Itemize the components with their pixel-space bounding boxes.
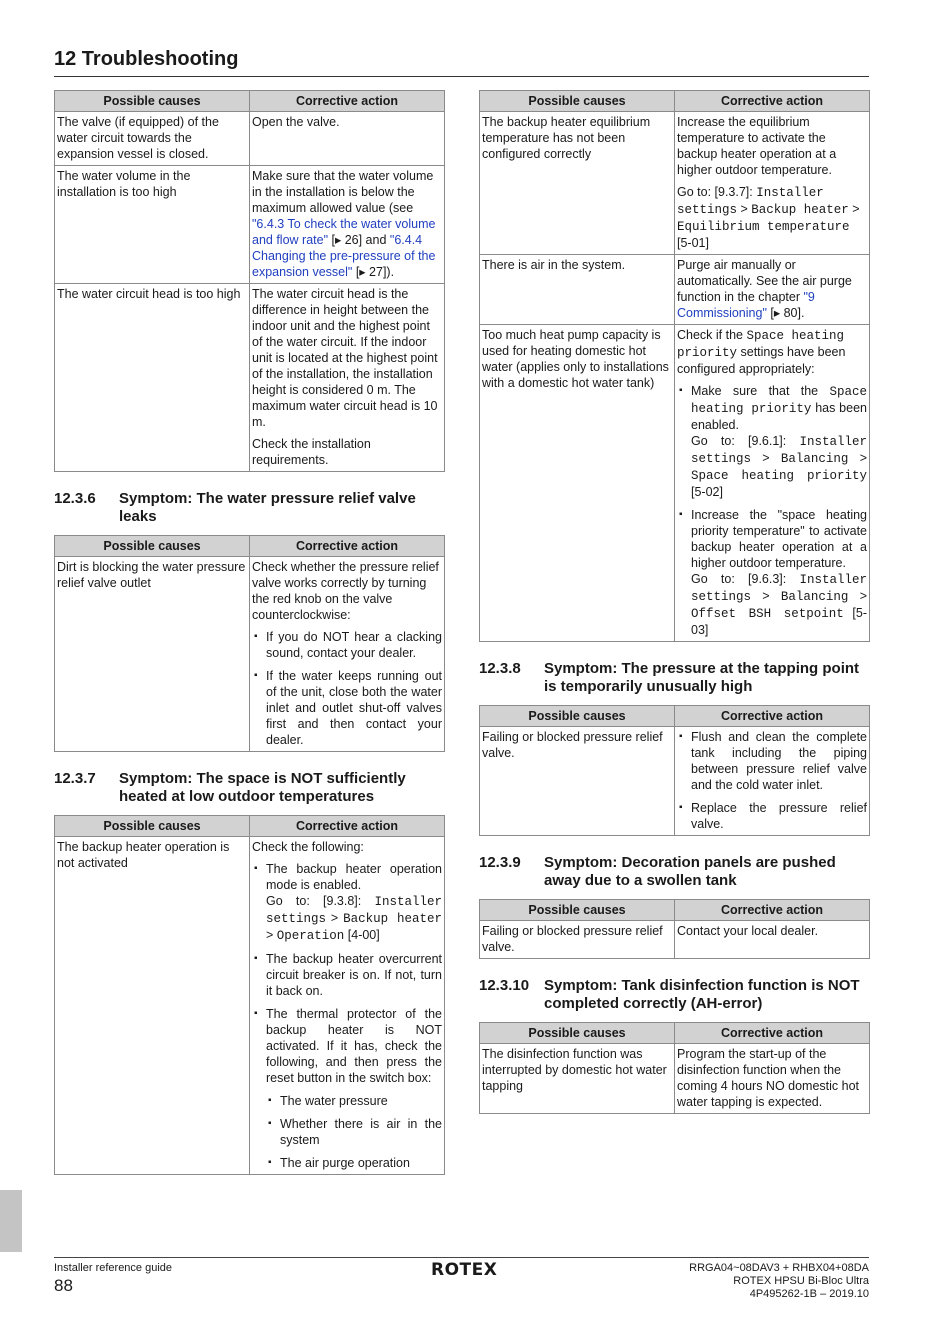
action-paragraph: Check the installation requirements. — [252, 437, 371, 467]
action-cell — [250, 166, 445, 284]
footer-model: RRGA04~08DAV3 + RHBX04+08DA — [689, 1262, 869, 1274]
field-code: [5-02] — [691, 485, 723, 499]
cross-reference-link[interactable]: "6.4.4 Changing the pre-pressure of the expansion vessel" — [252, 233, 436, 279]
action-text: Purge air manually or automatically. See the air purge function in the chapter — [677, 258, 852, 304]
list-item: ▪ If you do NOT hear a clacking sound, contact your dealer. — [252, 629, 442, 661]
action-paragraph: Increase the equilibrium temperature to activate the backup heater operation at a higher outdoor temperature. — [677, 115, 837, 177]
list-item — [252, 861, 442, 944]
right-column — [479, 90, 869, 1114]
header-possible-causes: Possible causes — [480, 900, 675, 921]
action-text: Check if the — [677, 328, 747, 342]
menu-separator: > — [737, 202, 752, 216]
action-list — [677, 383, 867, 638]
header-corrective-action: Corrective action — [250, 536, 445, 557]
action-cell — [675, 727, 870, 836]
section-number: 12.3.8 — [479, 660, 521, 677]
list-item — [252, 1006, 442, 1171]
goto-text: Go to: [9.6.1]: — [691, 434, 800, 448]
list-item-text: Make sure that the — [691, 384, 830, 398]
page-reference: [▸ 27]). — [352, 265, 395, 279]
footer-divider — [54, 1257, 869, 1258]
section-title: Symptom: Tank disinfection function is NOT completed correctly (AH-error) — [544, 977, 860, 1012]
cause-cell: Dirt is blocking the water pressure relief valve outlet — [55, 557, 250, 752]
list-item — [677, 383, 867, 500]
menu-separator: > — [326, 911, 344, 925]
menu-separator: > — [848, 589, 867, 603]
action-paragraph — [677, 327, 867, 377]
list-item: ▪ The air purge operation — [266, 1155, 442, 1171]
cross-reference-link[interactable]: "9 Commissioning" — [677, 290, 815, 320]
header-corrective-action: Corrective action — [675, 706, 870, 727]
table-row — [480, 727, 870, 836]
goto-text: Go to: [9.6.3]: — [691, 572, 800, 586]
list-item-text: has been enabled. — [691, 401, 867, 432]
field-code: [4-00] — [344, 928, 380, 942]
table-row — [480, 112, 870, 255]
table-row — [480, 325, 870, 642]
action-paragraph: Check whether the pressure relief valve works correctly by turning the red knob on the valve counterclockwise: — [252, 560, 439, 622]
section-number: 12.3.10 — [479, 977, 530, 994]
troubleshooting-table-tapping-pressure — [479, 705, 870, 836]
goto-text: Go to: [9.3.8]: — [266, 894, 375, 908]
list-item: ▪ The backup heater overcurrent circuit breaker is on. If not, turn it back on. — [252, 951, 442, 999]
table-row — [55, 557, 445, 752]
troubleshooting-table-space-heating — [54, 815, 445, 1175]
list-item-text: The thermal protector of the backup heater is NOT activated. If it has, check the following, and then press the reset button in the switch box: — [266, 1007, 442, 1085]
table-row — [55, 166, 445, 284]
menu-path: Installer settings — [691, 435, 867, 466]
action-text: settings have been configured appropriately: — [677, 345, 846, 376]
menu-path: Operation — [276, 929, 345, 943]
cause-cell: The water volume in the installation is too high — [55, 166, 250, 284]
cause-cell: Failing or blocked pressure relief valve. — [480, 921, 675, 959]
action-cell: Program the start-up of the disinfection function when the coming 4 hours NO domestic hot water tapping is expected. — [675, 1044, 870, 1114]
footer-model-info — [689, 1262, 869, 1301]
menu-path: Backup heater — [343, 912, 442, 926]
menu-separator: > — [848, 202, 860, 216]
section-title: Symptom: Decoration panels are pushed away due to a swollen tank — [544, 854, 836, 889]
action-cell — [675, 112, 870, 255]
table-row — [55, 112, 445, 166]
action-list — [252, 629, 442, 748]
table-row — [55, 284, 445, 472]
action-paragraph: Check the following: — [252, 840, 364, 854]
troubleshooting-table-decoration-panels — [479, 899, 870, 959]
footer-doc-code: 4P495262-1B – 2019.10 — [749, 1288, 869, 1300]
cause-cell: There is air in the system. — [480, 255, 675, 325]
troubleshooting-table-water-pressure — [54, 90, 445, 472]
cross-reference-link[interactable]: "6.4.3 To check the water volume and flow rate" — [252, 217, 436, 247]
menu-path: Balancing — [780, 590, 849, 604]
action-cell — [250, 557, 445, 752]
menu-path: Backup heater — [751, 203, 849, 217]
footer-doc-type: Installer reference guide — [54, 1262, 173, 1274]
cause-cell: The disinfection function was interrupted by domestic hot water tapping — [480, 1044, 675, 1114]
goto-text: Go to: [9.3.7]: — [677, 185, 757, 199]
page-title: 12 Troubleshooting — [54, 48, 239, 70]
title-divider — [54, 76, 869, 77]
action-list — [252, 861, 442, 1171]
table-row — [480, 921, 870, 959]
field-code: [5-03] — [691, 606, 867, 637]
section-number: 12.3.9 — [479, 854, 521, 871]
section-title: Symptom: The space is NOT sufficiently heated at low outdoor temperatures — [119, 770, 406, 805]
footer-product: ROTEX HPSU Bi-Bloc Ultra — [733, 1275, 869, 1287]
list-item: ▪ Replace the pressure relief valve. — [677, 800, 867, 832]
menu-path: Installer settings — [677, 186, 824, 217]
page-reference: [▸ 80]. — [766, 306, 805, 320]
cause-cell: The backup heater equilibrium temperature has not been configured correctly — [480, 112, 675, 255]
list-item: ▪ The water pressure — [266, 1093, 442, 1109]
brand-logo: ROTEX — [431, 1260, 498, 1280]
header-corrective-action: Corrective action — [250, 816, 445, 837]
troubleshooting-table-relief-valve — [54, 535, 445, 752]
section-heading-12-3-9 — [479, 854, 869, 890]
header-corrective-action: Corrective action — [675, 91, 870, 112]
cause-cell: The water circuit head is too high — [55, 284, 250, 472]
cause-cell: Failing or blocked pressure relief valve. — [480, 727, 675, 836]
list-item-text: Increase the "space heating priority temperature" to activate backup heater operation at a higher outdoor temperature. — [691, 508, 867, 570]
menu-path: Equilibrium temperature — [677, 220, 850, 234]
menu-path: Installer settings — [691, 573, 867, 604]
header-possible-causes: Possible causes — [55, 536, 250, 557]
troubleshooting-table-space-heating-continued — [479, 90, 870, 642]
action-cell — [675, 325, 870, 642]
cause-cell: Too much heat pump capacity is used for heating domestic hot water (applies only to installations with a domestic hot water tank) — [480, 325, 675, 642]
section-title: Symptom: The water pressure relief valve leaks — [119, 490, 416, 525]
cause-cell: The backup heater operation is not activated — [55, 837, 250, 1175]
section-heading-12-3-7 — [54, 770, 444, 806]
menu-path: Space heating priority — [691, 469, 867, 483]
troubleshooting-table-disinfection — [479, 1022, 870, 1114]
action-paragraph — [677, 184, 867, 251]
list-item — [677, 507, 867, 638]
menu-path: Offset BSH setpoint — [691, 607, 844, 621]
table-row — [480, 255, 870, 325]
menu-path: Installer settings — [266, 895, 442, 926]
header-possible-causes: Possible causes — [480, 1023, 675, 1044]
table-row — [55, 837, 445, 1175]
list-item: ▪ Flush and clean the complete tank including the piping between pressure relief valve and the cold water inlet. — [677, 729, 867, 793]
section-heading-12-3-6 — [54, 490, 444, 526]
sub-list — [266, 1093, 442, 1171]
table-row — [480, 1044, 870, 1114]
left-column — [54, 90, 444, 1175]
list-item-text: The backup heater operation mode is enabled. — [266, 862, 442, 892]
section-heading-12-3-10 — [479, 977, 869, 1013]
menu-path: Space heating priority — [691, 385, 867, 416]
menu-path: Balancing — [780, 452, 849, 466]
list-item: ▪ Whether there is air in the system — [266, 1116, 442, 1148]
header-possible-causes: Possible causes — [55, 91, 250, 112]
action-cell: Open the valve. — [250, 112, 445, 166]
action-paragraph: The water circuit head is the difference in height between the indoor unit and the highest point of the water circuit. If the indoor unit is located at the highest point of the installation, the installation height is considered 0 m. The maximum water circuit head is 10 m. — [252, 287, 438, 429]
header-corrective-action: Corrective action — [675, 1023, 870, 1044]
action-cell — [675, 255, 870, 325]
header-possible-causes: Possible causes — [55, 816, 250, 837]
action-cell — [250, 284, 445, 472]
header-corrective-action: Corrective action — [675, 900, 870, 921]
header-possible-causes: Possible causes — [480, 91, 675, 112]
menu-separator: > — [751, 589, 781, 603]
menu-separator: > — [848, 451, 867, 465]
action-text: Make sure that the water volume in the installation is below the maximum allowed value (see — [252, 169, 434, 215]
menu-path: Space heating priority — [677, 329, 845, 360]
header-corrective-action: Corrective action — [250, 91, 445, 112]
section-title: Symptom: The pressure at the tapping point is temporarily unusually high — [544, 660, 860, 695]
header-possible-causes: Possible causes — [480, 706, 675, 727]
chapter-side-tab — [0, 1190, 22, 1252]
action-cell — [250, 837, 445, 1175]
page-reference: [▸ 26] and — [328, 233, 390, 247]
menu-separator: > — [266, 928, 277, 942]
page-number: 88 — [54, 1276, 73, 1295]
section-number: 12.3.7 — [54, 770, 96, 787]
menu-separator: > — [751, 451, 781, 465]
cause-cell: The valve (if equipped) of the water circuit towards the expansion vessel is closed. — [55, 112, 250, 166]
action-list — [677, 729, 867, 832]
field-code: [5-01] — [677, 236, 709, 250]
list-item: ▪ If the water keeps running out of the unit, close both the water inlet and outlet shut-off valves first and then contact your dealer. — [252, 668, 442, 748]
action-cell: Contact your local dealer. — [675, 921, 870, 959]
section-number: 12.3.6 — [54, 490, 96, 507]
section-heading-12-3-8 — [479, 660, 869, 696]
